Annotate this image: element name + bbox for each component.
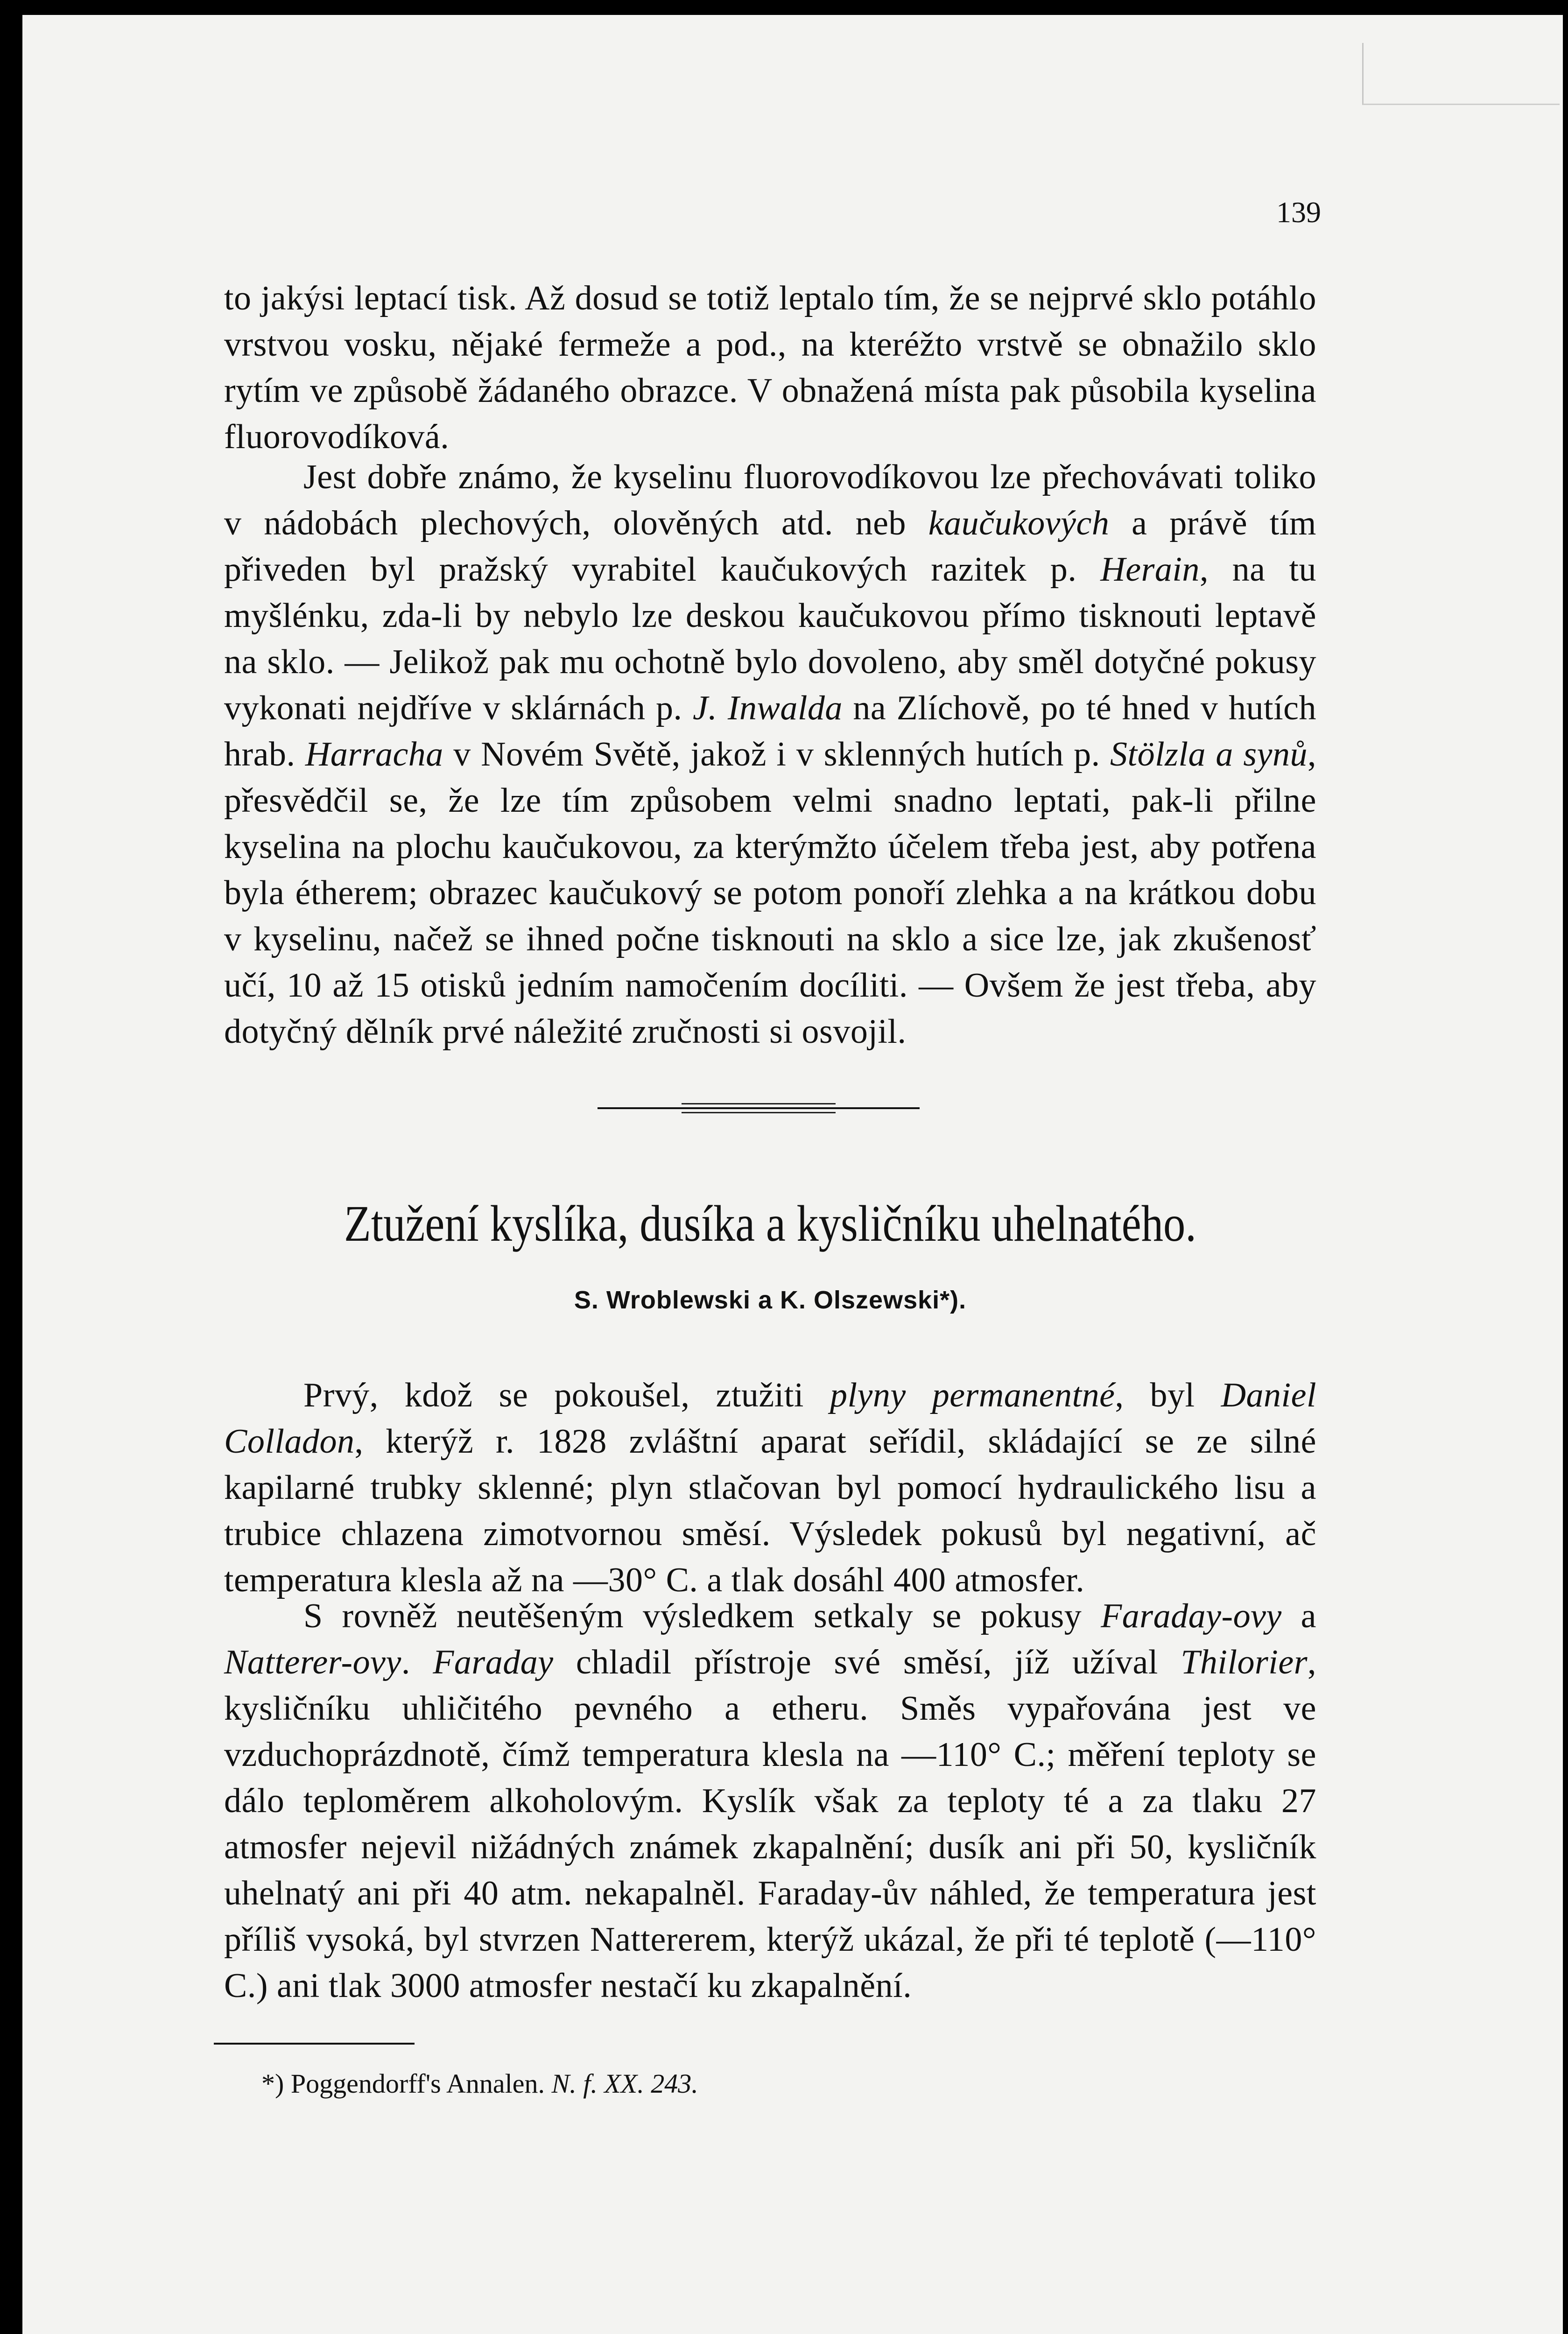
italic-run: N. f. XX. 243. xyxy=(551,2068,698,2099)
text-run: na Zlíchově, po té hned v hutích hrab. xyxy=(224,689,1317,773)
italic-run: J. Inwalda xyxy=(692,689,843,727)
article-paragraph xyxy=(224,1372,1316,1603)
text-run: chladil přístroje své směsí, jíž užíval xyxy=(553,1643,1181,1681)
text-run: S rovněž neutěšeným výsledkem setkaly se pokusy xyxy=(303,1597,1101,1635)
text-run: , kysličníku uhličitého pevného a etheru. Směs vypařována jest ve vzduchoprázdnotě, čímž temperatura klesla na —110° C.; měření teploty se dálo teploměrem alkoholovým. Kyslík však za teploty té a za tlaku 27 atmosfer nejevil nižádných známek zkapalnění; dusík ani při 50, kysličník uhelnatý ani při 40 atm. nekapalněl. Faraday-ův náhled, že temperatura jest příliš vysoká, byl stvrzen Nattererem, kterýž ukázal, že při té teplotě (—110° C.) ani tlak 3000 atmosfer nestačí ku zkapalnění. xyxy=(224,1643,1317,2005)
italic-run: Daniel Colladon xyxy=(224,1376,1317,1461)
text-run: a xyxy=(1281,1597,1316,1635)
text-run: to jakýsi leptací tisk. Až dosud se totiž leptalo tím, že se nejprvé sklo potáhlo vrstvou vosku, nějaké fermeže a pod., na kteréžto vrstvě se obnažilo sklo rytím ve způsobě žádaného obrazce. V obnažená místa pak působila kyselina fluorovodíková. xyxy=(224,279,1316,456)
italic-run: plyny permanentné xyxy=(830,1376,1115,1414)
article-paragraph xyxy=(224,1593,1316,2009)
book-spine-shadow xyxy=(0,0,22,2334)
text-run: Jest dobře známo, že kyselinu fluorovodíkovou lze přechovávati toliko v nádobách plechových, olověných atd. neb xyxy=(224,458,1316,542)
divider-line-main xyxy=(598,1107,920,1109)
footnote-rule xyxy=(214,2043,415,2045)
italic-run: kaučukových xyxy=(928,504,1110,542)
text-run: v Novém Světě, jakož i v sklenných hutích p. xyxy=(443,735,1111,773)
text-run: , byl xyxy=(1115,1376,1221,1414)
article-title: Ztužení kyslíka, dusíka a kysličníku uhelnatého. xyxy=(344,1195,1196,1252)
text-run: *) Poggendorff's Annalen. xyxy=(261,2068,552,2099)
italic-run: Harracha xyxy=(305,735,443,773)
body-paragraph xyxy=(224,275,1316,460)
text-run: , kterýž r. 1828 zvláštní aparat seřídil, skládající se ze silné kapilarné trubky sklenné; plyn stlačovan byl pomocí hydraulického lisu a trubice chlazena zimotvornou směsí. Výsledek pokusů byl negativní, ač temperatura klesla až na —30° C. a tlak dosáhl 400 atmosfer. xyxy=(224,1422,1316,1599)
italic-run: Thilorier xyxy=(1181,1643,1308,1681)
italic-run: Faraday-ovy xyxy=(1101,1597,1282,1635)
text-run: a právě tím přiveden byl pražský vyrabitel kaučukových razitek p. xyxy=(224,504,1316,589)
italic-run: Herain xyxy=(1100,550,1200,589)
italic-run: Natterer-ovy xyxy=(224,1643,401,1681)
corner-crease-mark xyxy=(1362,43,1560,105)
scan-top-border xyxy=(0,0,1568,15)
italic-run: Faraday xyxy=(433,1643,554,1681)
text-run: Prvý, kdož se pokoušel, ztužiti xyxy=(303,1376,830,1414)
article-authors: S. Wroblewski a K. Olszewski*). xyxy=(574,1286,967,1314)
text-run: , na tu myšlénku, zda-li by nebylo lze deskou kaučukovou přímo tisknouti leptavě na sklo. — Jelikož pak mu ochotně bylo dovoleno, aby směl dotyčné pokusy vykonati nejdříve v sklárnách p. xyxy=(224,550,1317,727)
divider-line-upper xyxy=(682,1103,836,1104)
footnote xyxy=(261,2068,698,2099)
text-run: . xyxy=(401,1643,433,1681)
section-divider-ornament xyxy=(598,1101,920,1119)
text-run: , přesvědčil se, že lze tím způsobem velmi snadno leptati, pak-li přilne kyselina na plochu kaučukovou, za kterýmžto účelem třeba jest, aby potřena byla étherem; obrazec kaučukový se potom ponoří zlehka a na krátkou dobu v kyselinu, načež se ihned počne tisknouti na sklo a sice lze, jak zkušenosť učí, 10 až 15 otisků jedním namočením docíliti. — Ovšem že jest třeba, aby dotyčný dělník prvé náležité zručnosti si osvojil. xyxy=(224,735,1316,1051)
page-number: 139 xyxy=(1276,196,1321,229)
italic-run: Stölzla a synů xyxy=(1110,735,1308,773)
divider-line-lower xyxy=(682,1112,836,1113)
body-paragraph xyxy=(224,454,1316,1055)
